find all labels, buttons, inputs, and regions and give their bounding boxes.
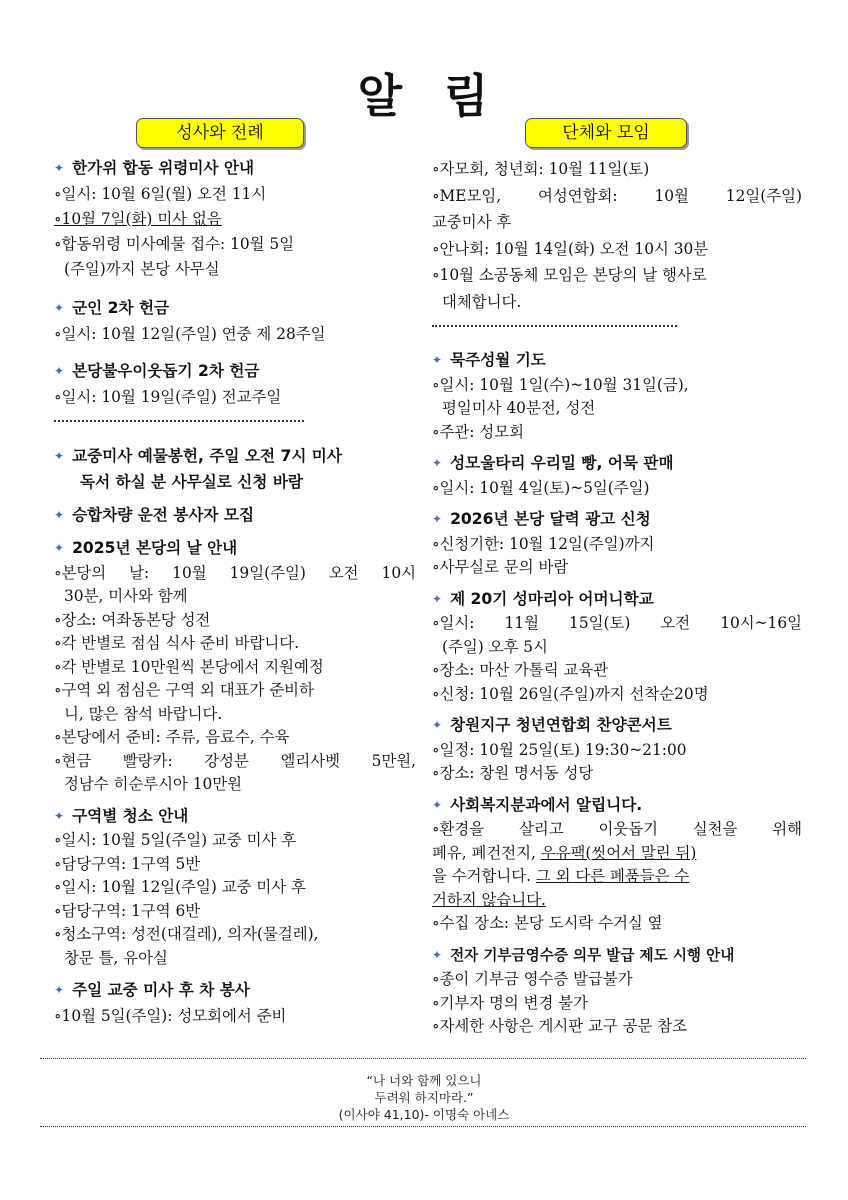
text-line: ∘본당에서 준비: 주류, 음료수, 수육: [54, 728, 290, 746]
section-heading: 제 20기 성마리아 어머니학교: [450, 589, 654, 608]
page-title: [0, 60, 848, 126]
text-line: ∘자세한 사항은 게시판 교구 공문 참조: [432, 1017, 688, 1035]
text-line: ∘장소: 여좌동본당 성전: [54, 610, 211, 629]
section-cleaning: [54, 805, 416, 971]
text-line: ∘일정: 10월 25일(토) 19:30~21:00: [432, 740, 687, 759]
text-line: ∘장소: 창원 명서동 성당: [432, 764, 594, 782]
section-charity-collection: [54, 359, 416, 410]
quote-line: 두려워 하지마라.”: [374, 1090, 474, 1105]
section-heading-cont: 독서 하실 분 사무실로 신청 바람: [80, 473, 303, 491]
section-mothers-school: [432, 588, 802, 707]
bullet-icon: ✦: [432, 512, 443, 526]
bullet-icon: ✦: [432, 797, 443, 812]
text-line: 니, 많은 참석 바랍니다.: [64, 704, 223, 723]
text-line-underlined: ∘10월 7일(화) 미사 없음: [54, 210, 222, 228]
section-heading: 창원지구 청년연합회 찬양콘서트: [450, 716, 672, 734]
text-line: ∘신청기한: 10월 12일(주일)까지: [432, 534, 655, 553]
text-line: ∘일시: 10월 6일(월) 오전 11시: [54, 185, 267, 203]
text-line: ∘담당구역: 1구역 5반: [54, 854, 201, 873]
text-line: ∘합동위령 미사예물 접수: 10월 5일: [54, 235, 295, 253]
left-section-badge: 성사와 전례: [136, 118, 304, 148]
section-praise-concert: [432, 714, 802, 786]
bullet-icon: ✦: [54, 364, 65, 378]
section-heading: 한가위 합동 위령미사 안내: [72, 159, 255, 177]
text-line: 정남수 히순루시아 10만원: [64, 775, 243, 793]
text-line: ∘10월 5일(주일): 성모회에서 준비: [54, 1007, 287, 1025]
section-offering-reading: [54, 444, 416, 495]
text-line: ∘안나회: 10월 14일(화) 오전 10시 30분: [432, 239, 709, 258]
quote-line: “나 너와 함께 있으니: [366, 1073, 482, 1088]
text-line: ∘일시: 10월 4일(토)~5일(주일): [432, 478, 650, 497]
dotted-divider: [54, 420, 304, 422]
section-group-meetings: [432, 156, 802, 315]
section-van-driver: [54, 503, 416, 529]
section-e-receipt: [432, 944, 802, 1039]
text-line: ∘일시: 10월 5일(주일) 교중 미사 후: [54, 831, 297, 849]
text-line: ∘각 반별로 10만원씩 본당에서 지원예정: [54, 657, 324, 676]
section-rosary-month: [432, 349, 802, 444]
bullet-icon: ✦: [54, 541, 65, 555]
text-line: ∘10월 소공동체 모임은 본당의 날 행사로: [432, 266, 707, 284]
text-line: 대체합니다.: [442, 292, 522, 311]
dotted-divider: [432, 325, 677, 327]
bullet-icon: ✦: [432, 718, 443, 732]
text-line: ∘환경을 살리고 이웃돕기 실천을 위해: [432, 820, 802, 838]
text-line: ∘일시: 11월 15일(토) 오전 10시~16일: [432, 614, 802, 632]
section-heading: 구역별 청소 안내: [72, 806, 189, 825]
text-line: ∘각 반별로 점심 식사 준비 바랍니다.: [54, 634, 300, 652]
text-line: ∘기부자 명의 변경 불가: [432, 993, 589, 1012]
text-line: ∘구역 외 점심은 구역 외 대표가 준비하: [54, 681, 314, 699]
text-line: ∘주관: 성모회: [432, 422, 524, 441]
text-line: 교중미사 후: [432, 213, 512, 231]
text-line: ∘사무실로 문의 바람: [432, 558, 569, 576]
title-char-1: 알: [357, 69, 404, 123]
text-line: ∘자모회, 청년회: 10월 11일(토): [432, 160, 650, 178]
section-calendar-ad: [432, 508, 802, 580]
section-heading: 본당불우이웃돕기 2차 헌금: [72, 362, 260, 380]
text-line: 창문 틀, 유아실: [64, 948, 168, 967]
section-heading: 2026년 본당 달력 광고 신청: [450, 510, 651, 528]
section-heading: 전자 기부금영수증 의무 발급 제도 시행 안내: [450, 946, 735, 964]
text-line: ∘일시: 10월 12일(주일) 교중 미사 후: [54, 878, 306, 896]
section-tea-service: [54, 978, 416, 1029]
section-heading: 군인 2차 헌금: [72, 299, 170, 317]
text-line: ∘수집 장소: 본당 도시락 수거실 옆: [432, 914, 663, 932]
text-line: ∘담당구역: 1구역 6반: [54, 901, 201, 920]
bullet-icon: ✦: [432, 353, 443, 367]
bullet-icon: ✦: [54, 983, 65, 997]
bullet-icon: ✦: [54, 449, 65, 463]
section-heading: 2025년 본당의 날 안내: [72, 539, 238, 557]
text-span: 폐유, 폐건전지,: [432, 843, 541, 862]
text-span-underlined: 우유팩(씻어서 말린 뒤): [540, 843, 697, 862]
section-heading: 주일 교중 미사 후 차 봉사: [72, 981, 250, 999]
bullet-icon: ✦: [54, 301, 65, 315]
right-column: [432, 156, 802, 1039]
section-military-collection: [54, 296, 416, 347]
text-line: (주일)까지 본당 사무실: [64, 260, 220, 278]
text-line: ∘일시: 10월 19일(주일) 전교주일: [54, 388, 282, 406]
text-line: ∘장소: 마산 가톨릭 교육관: [432, 661, 609, 679]
text-line: ∘청소구역: 성전(대걸레), 의자(물걸레),: [54, 925, 319, 943]
section-heading: 승합차량 운전 봉사자 모집: [72, 506, 255, 524]
text-line-underlined: 거하지 않습니다.: [432, 890, 546, 909]
bullet-icon: ✦: [432, 591, 443, 606]
right-section-badge: 단체와 모임: [525, 118, 687, 148]
text-line: ∘ME모임, 여성연합회: 10월 12일(주일): [432, 186, 802, 205]
text-span: 을 수거합니다.: [432, 867, 536, 885]
bullet-icon: ✦: [432, 947, 443, 962]
section-parish-day: [54, 537, 416, 797]
bible-quote: [0, 1072, 848, 1123]
bullet-icon: ✦: [54, 161, 65, 175]
bullet-icon: ✦: [54, 508, 65, 522]
text-line: ∘신청: 10월 26일(주일)까지 선착순20명: [432, 684, 709, 703]
text-line: ∘일시: 10월 12일(주일) 연중 제 28주일: [54, 325, 326, 343]
text-line: 평일미사 40분전, 성전: [442, 399, 596, 417]
bullet-icon: ✦: [432, 456, 443, 470]
quote-source: (이사야 41,10)- 이명숙 아네스: [338, 1107, 510, 1122]
section-social-welfare: [432, 794, 802, 936]
section-hangawi-mass: [54, 156, 416, 282]
section-bread-sale: [432, 452, 802, 500]
bullet-icon: ✦: [54, 808, 65, 823]
text-line: ∘종이 기부금 영수증 발급불가: [432, 970, 633, 988]
footer-divider-bottom: [40, 1126, 806, 1127]
text-line: ∘본당의 날: 10월 19일(주일) 오전 10시: [54, 563, 416, 582]
section-heading: 성모울타리 우리밀 빵, 어묵 판매: [450, 454, 674, 472]
left-column: [54, 156, 416, 1029]
section-heading: 교중미사 예물봉헌, 주일 오전 7시 미사: [72, 447, 342, 465]
section-heading: 사회복지분과에서 알립니다.: [450, 795, 643, 814]
section-heading: 묵주성월 기도: [450, 351, 546, 369]
footer-divider-top: [40, 1058, 806, 1059]
text-span-underlined: 그 외 다른 폐품들은 수: [535, 867, 690, 885]
text-line: (주일) 오후 5시: [442, 637, 548, 656]
text-line: 30분, 미사와 함께: [64, 587, 188, 605]
text-line: ∘일시: 10월 1일(수)~10월 31일(금),: [432, 375, 689, 394]
text-line: ∘현금 빨랑카: 강성분 엘리사벳 5만원,: [54, 751, 416, 770]
title-char-2: 림: [444, 69, 491, 123]
